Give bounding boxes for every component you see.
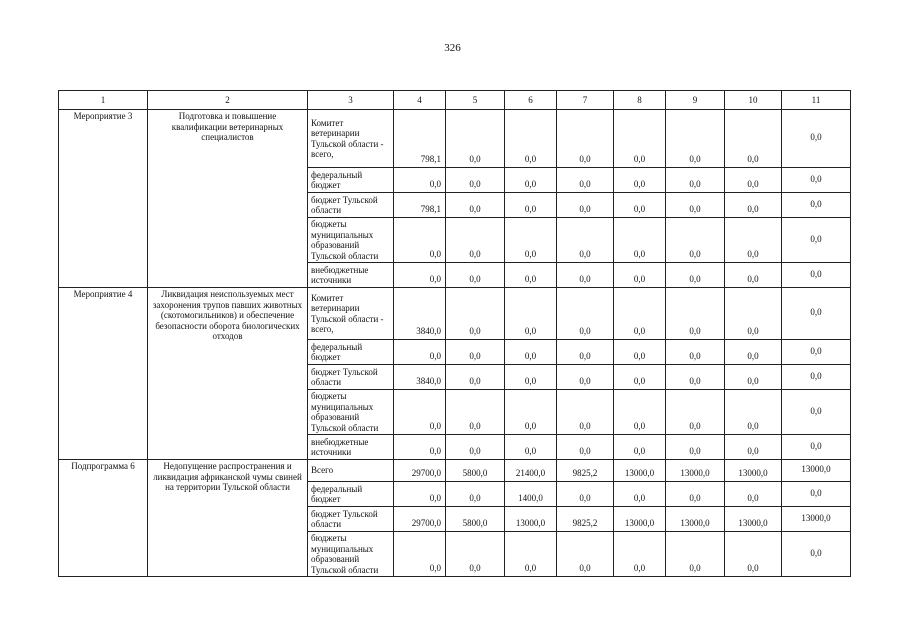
activity-label: Мероприятие 4 (59, 288, 148, 460)
value-cell: 0,0 (666, 263, 725, 288)
value-cell: 0,0 (725, 193, 782, 218)
value-cell: 0,0 (446, 435, 505, 460)
value-cell: 0,0 (505, 435, 557, 460)
value-cell: 0,0 (614, 168, 666, 193)
value-cell: 0,0 (666, 390, 725, 435)
value-cell: 0,0 (394, 168, 446, 193)
value-cell: 0,0 (725, 390, 782, 435)
value-cell: 1400,0 (505, 482, 557, 507)
value-cell: 0,0 (666, 340, 725, 365)
value-cell: 0,0 (505, 340, 557, 365)
value-cell: 0,0 (557, 532, 614, 577)
value-cell: 0,0 (394, 340, 446, 365)
funding-source: бюджеты муниципальных образований Тульской области (308, 532, 394, 577)
value-cell: 0,0 (725, 340, 782, 365)
value-cell: 13000,0 (782, 460, 851, 482)
value-cell: 0,0 (725, 110, 782, 168)
funding-source: бюджет Тульской области (308, 365, 394, 390)
column-header: 5 (446, 91, 505, 110)
value-cell: 0,0 (782, 390, 851, 435)
value-cell: 0,0 (666, 482, 725, 507)
value-cell: 13000,0 (614, 460, 666, 482)
column-header: 8 (614, 91, 666, 110)
value-cell: 0,0 (505, 365, 557, 390)
value-cell: 0,0 (446, 340, 505, 365)
value-cell: 0,0 (446, 288, 505, 340)
value-cell: 0,0 (614, 365, 666, 390)
value-cell: 3840,0 (394, 365, 446, 390)
value-cell: 0,0 (557, 193, 614, 218)
value-cell: 29700,0 (394, 460, 446, 482)
value-cell: 0,0 (505, 168, 557, 193)
value-cell: 0,0 (614, 390, 666, 435)
budget-table (58, 90, 851, 577)
value-cell: 0,0 (557, 288, 614, 340)
column-header: 3 (308, 91, 394, 110)
funding-source: бюджеты муниципальных образований Тульской области (308, 218, 394, 263)
value-cell: 0,0 (725, 482, 782, 507)
value-cell: 0,0 (614, 193, 666, 218)
activity-description: Ликвидация неиспользуемых мест захоронения трупов павших животных (скотомогильников) и обеспечение безопасности оборота биологических отходов (148, 288, 308, 460)
value-cell: 0,0 (446, 218, 505, 263)
funding-source: внебюджетные источники (308, 263, 394, 288)
value-cell: 0,0 (557, 365, 614, 390)
value-cell: 5800,0 (446, 460, 505, 482)
value-cell: 0,0 (394, 482, 446, 507)
page-number: 326 (444, 42, 461, 54)
value-cell: 0,0 (782, 340, 851, 365)
value-cell: 0,0 (614, 482, 666, 507)
value-cell: 0,0 (725, 263, 782, 288)
activity-label: Мероприятие 3 (59, 110, 148, 288)
value-cell: 0,0 (614, 532, 666, 577)
value-cell: 0,0 (446, 193, 505, 218)
funding-source: бюджет Тульской области (308, 193, 394, 218)
value-cell: 0,0 (446, 168, 505, 193)
value-cell: 0,0 (725, 168, 782, 193)
value-cell: 0,0 (446, 482, 505, 507)
value-cell: 0,0 (666, 435, 725, 460)
table-row (59, 110, 851, 168)
funding-source: бюджет Тульской области (308, 507, 394, 532)
value-cell: 29700,0 (394, 507, 446, 532)
value-cell: 0,0 (666, 532, 725, 577)
value-cell: 13000,0 (725, 460, 782, 482)
value-cell: 3840,0 (394, 288, 446, 340)
value-cell: 0,0 (725, 218, 782, 263)
value-cell: 0,0 (614, 263, 666, 288)
value-cell: 0,0 (505, 193, 557, 218)
value-cell: 0,0 (666, 218, 725, 263)
funding-source: Комитет ветеринарии Тульской области - всего, (308, 110, 394, 168)
value-cell: 0,0 (614, 110, 666, 168)
value-cell: 0,0 (446, 110, 505, 168)
value-cell: 0,0 (557, 110, 614, 168)
value-cell: 0,0 (725, 365, 782, 390)
value-cell: 9825,2 (557, 460, 614, 482)
value-cell: 0,0 (782, 263, 851, 288)
value-cell: 0,0 (666, 193, 725, 218)
value-cell: 0,0 (782, 168, 851, 193)
column-header: 7 (557, 91, 614, 110)
value-cell: 0,0 (782, 218, 851, 263)
value-cell: 13000,0 (725, 507, 782, 532)
column-header: 10 (725, 91, 782, 110)
value-cell: 0,0 (557, 168, 614, 193)
value-cell: 0,0 (446, 365, 505, 390)
value-cell: 0,0 (505, 263, 557, 288)
value-cell: 0,0 (505, 532, 557, 577)
value-cell: 0,0 (557, 263, 614, 288)
value-cell: 0,0 (614, 218, 666, 263)
value-cell: 0,0 (446, 532, 505, 577)
value-cell: 0,0 (446, 390, 505, 435)
value-cell: 0,0 (782, 435, 851, 460)
value-cell: 0,0 (394, 263, 446, 288)
value-cell: 0,0 (505, 110, 557, 168)
value-cell: 0,0 (505, 218, 557, 263)
value-cell: 0,0 (557, 218, 614, 263)
column-header: 6 (505, 91, 557, 110)
column-header: 4 (394, 91, 446, 110)
value-cell: 13000,0 (666, 460, 725, 482)
value-cell: 0,0 (782, 482, 851, 507)
funding-source: бюджеты муниципальных образований Тульской области (308, 390, 394, 435)
value-cell: 0,0 (394, 435, 446, 460)
value-cell: 0,0 (666, 110, 725, 168)
value-cell: 0,0 (782, 365, 851, 390)
funding-source: Всего (308, 460, 394, 482)
column-header: 9 (666, 91, 725, 110)
header-row (59, 91, 851, 110)
value-cell: 0,0 (394, 390, 446, 435)
activity-description: Подготовка и повышение квалификации ветеринарных специалистов (148, 110, 308, 288)
value-cell: 0,0 (557, 390, 614, 435)
value-cell: 13000,0 (614, 507, 666, 532)
value-cell: 0,0 (725, 435, 782, 460)
value-cell: 0,0 (557, 482, 614, 507)
column-header: 11 (782, 91, 851, 110)
value-cell: 21400,0 (505, 460, 557, 482)
value-cell: 13000,0 (666, 507, 725, 532)
value-cell: 5800,0 (446, 507, 505, 532)
value-cell: 0,0 (614, 340, 666, 365)
value-cell: 0,0 (725, 288, 782, 340)
value-cell: 0,0 (782, 110, 851, 168)
value-cell: 0,0 (782, 532, 851, 577)
activity-label: Подпрограмма 6 (59, 460, 148, 577)
activity-description: Недопущение распространения и ликвидация африканской чумы свиней на территории Тульской области (148, 460, 308, 577)
table-row (59, 460, 851, 482)
value-cell: 798,1 (394, 193, 446, 218)
value-cell: 0,0 (725, 532, 782, 577)
column-header: 2 (148, 91, 308, 110)
value-cell: 0,0 (614, 435, 666, 460)
funding-source: федеральный бюджет (308, 168, 394, 193)
value-cell: 9825,2 (557, 507, 614, 532)
value-cell: 0,0 (614, 288, 666, 340)
value-cell: 0,0 (666, 168, 725, 193)
value-cell: 0,0 (394, 532, 446, 577)
value-cell: 13000,0 (782, 507, 851, 532)
value-cell: 0,0 (446, 263, 505, 288)
value-cell: 0,0 (505, 390, 557, 435)
value-cell: 798,1 (394, 110, 446, 168)
value-cell: 0,0 (394, 218, 446, 263)
funding-source: федеральный бюджет (308, 482, 394, 507)
value-cell: 0,0 (782, 193, 851, 218)
funding-source: Комитет ветеринарии Тульской области - всего, (308, 288, 394, 340)
value-cell: 0,0 (666, 365, 725, 390)
table-row (59, 288, 851, 340)
value-cell: 0,0 (505, 288, 557, 340)
funding-source: внебюджетные источники (308, 435, 394, 460)
value-cell: 0,0 (557, 435, 614, 460)
value-cell: 13000,0 (505, 507, 557, 532)
value-cell: 0,0 (666, 288, 725, 340)
funding-source: федеральный бюджет (308, 340, 394, 365)
value-cell: 0,0 (782, 288, 851, 340)
column-header: 1 (59, 91, 148, 110)
value-cell: 0,0 (557, 340, 614, 365)
